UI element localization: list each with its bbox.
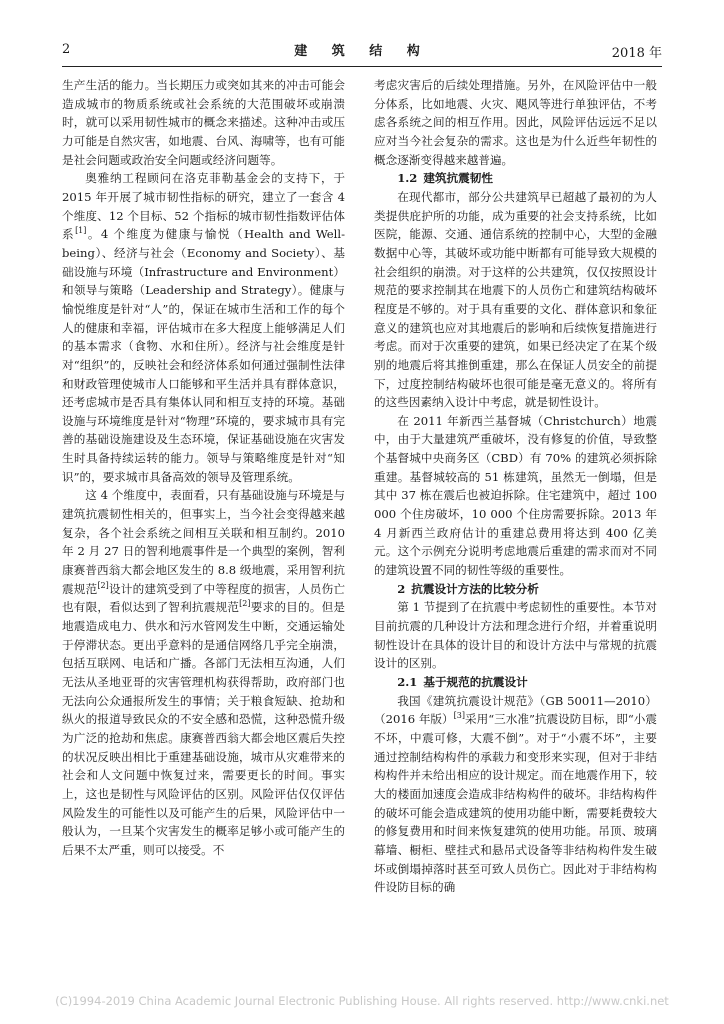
journal-title: 建 筑 结 构 [294,44,430,59]
paragraph [62,169,345,486]
section-title: 基于规范的抗震设计 [423,675,528,689]
right-column [374,76,657,897]
paragraph: 在现代都市，部分公共建筑早已超越了最初的为人类提供庇护所的功能，成为重要的社会支持系统，比如医院，能源、交通、通信系统的控制中心，大型的金融数据中心等，其破坏或功能中断都有可能导致大规模的社会组织的崩溃。对于这样的公共建筑，仅仅按照设计规范的要求控制其在地震下的人员伤亡和建筑结构破坏程度是不够的。对于具有重要的文化、群体意识和象征意义的建筑也应对其地震后的影响和后续恢复措施进行考虑。而对于次重要的建筑，如果已经决定了在某个级别的地震后将其推倒重建，那么在保证人员安全的前提下，过度控制结构破坏也很可能是毫无意义的。将所有的这些因素纳入设计中考虑，就是韧性设计。 [374,189,657,410]
section-heading [374,580,657,599]
section-number: 2.1 [397,675,418,689]
paragraph: 考虑灾害后的后续处理措施。另外，在风险评估中一般分体系，比如地震、火灾、飓风等进行单独评估，不考虑各系统之间的相互作用。因此，风险评估远远不足以应对当今社会复杂的需求。这也是为什么近些年韧性的概念逐渐变得越来越普遍。 [374,78,657,167]
paragraph-text: 这 4 个维度中，表面看，只有基础设施与环境是与建筑抗震韧性相关的，但事实上，当今社会变得越来越复杂，各个社会系统之间相互关联和相互制约。2010 年 2 月 27 日的智利地震事件是一个典型的案例，智利康赛普西翁大都会地区发生的 8.8 级地震，采用智利抗震规范 [62,488,345,596]
citation[interactable]: [1] [75,226,87,236]
paragraph-text: 设计的建筑受到了中等程度的损害，人员伤亡也有限，看似达到了智利抗震规范 [62,581,345,615]
copyright-footer: (C)1994-2019 China Academic Journal Electronic Publishing House. All rights reserved. http://www.cnki.net [55,994,669,1008]
section-number: 2 [397,581,406,596]
page-header [62,38,662,62]
paragraph: 第 1 节提到了在抗震中考虑韧性的重要性。本节对目前抗震的几种设计方法和理念进行介绍，并着重说明韧性设计在具体的设计目的和设计方法中与常规的抗震设计的区别。 [374,600,657,671]
paragraph-text: 我国《建筑抗震设计规范》（GB 50011—2010）（2016 年版） [374,693,657,727]
paragraph [62,486,345,859]
citation[interactable]: [2] [239,599,251,609]
paragraph-text: 要求的目的。但是地震造成电力、供水和污水管网发生中断，交通运输处于停滞状态。更出乎意料的是通信网络几乎完全崩溃，包括互联网、电话和广播。各部门无法相互沟通，人们无法从圣地亚哥的灾害管理机构获得帮助，政府部门也无法向公众通报所发生的事情；关于粮食短缺、抢劫和纵火的报道导致民众的不安全感和恐慌，这种恐慌升级为广泛的抢劫和焦虑。康赛普西翁大都会地区震后失控的状况反映出相比于重建基础设施，城市从灾难带来的社会和人文问题中恢复过来，需要更长的时间。事实上，这也是韧性与风险评估的区别。风险评估仅仅评估风险发生的可能性以及可能产生的后果，风险评估中一般认为，一旦某个灾害发生的概率足够小或可能产生的后果不太严重，则可以接受。不 [62,600,345,857]
paragraph-text: 采用“三水准”抗震设防目标，即“小震不坏，中震可修，大震不倒”。对于“小震不坏”，主要通过控制结构构件的承载力和变形来实现，但对于非结构构件并未给出相应的设计规定。而在地震作用下，较大的楼面加速度会造成非结构构件的破坏。非结构构件的破坏可能会造成建筑的使用功能中断，需要耗费较大的修复费用和时间来恢复建筑的使用功能。吊顶、玻璃幕墙、橱柜、壁挂式和悬吊式设备等非结构构件发生破坏或倒塌掉落时甚至可致人员伤亡。因此对于非结构构件设防目标的确 [374,712,657,895]
page-number: 2 [62,42,71,57]
paragraph-text: 奥雅纳工程顾问在洛克菲勒基金会的支持下，于 2015 年开展了城市韧性指标的研究，建立了一套含 4 个维度、12 个目标、52 个指标的城市韧性指数评估体系 [62,171,345,242]
section-title: 建筑抗震韧性 [423,171,493,186]
paragraph [374,692,657,897]
citation[interactable]: [2] [97,580,109,590]
section-heading [374,673,657,692]
year-issue: 2018 年 [611,46,662,61]
paragraph: 生产生活的能力。当长期压力或突如其来的冲击可能会造成城市的物质系统或社会系统的大范围破坏或崩溃时，就可以采用韧性城市的概念来描述。这种冲击或压力可能是自然灾害，如地震、台风、海啸等，也有可能是社会问题或政治安全问题或经济问题等。 [62,78,345,167]
section-title: 抗震设计方法的比较分析 [411,581,539,596]
paragraph: 在 2011 年新西兰基督城（Christchurch）地震中，由于大量建筑严重破坏，没有修复的价值，导致整个基督城中央商务区（CBD）有 70% 的建筑必须拆除重建。基督城较高的 51 栋建筑，虽然无一倒塌，但是其中 37 栋在震后也被迫拆除。住宅建筑中，超过 100 000 个住房破坏，10 000 个住房需要拆除。2013 年 4 月新西兰政府估计的重建总费用将达到 400 亿美元。这个示例充分说明考虑地震后重建的需求而对不同的建筑设置不同的韧性等级的重要性。 [374,413,657,578]
citation[interactable]: [3] [453,711,465,721]
section-heading [374,169,657,188]
header-rule [62,66,662,67]
left-column [62,76,345,860]
section-number: 1.2 [397,171,418,186]
paragraph-text: 。4 个维度为健康与愉悦（Health and Well-being）、经济与社会（Economy and Society）、基础设施与环境（Infrastructure and Environment）和领导与策略（Leadership and Strategy）。健康与愉悦维度是针对“人”的，保证在城市生活和工作的每个人的健康和幸福，评估城市在多大程度上能够满足人们的基本需求（食物、水和住所）。经济与社会维度是针对“组织”的，反映社会和经济体系如何通过强制性法律和财政管理使城市人口能够和平生活并具有群体意识，还考虑城市是否具有集体认同和相互支持的环境。基础设施与环境维度是针对“物理”环境的，要求城市具有完善的基础设施建设及生态环境，保证基础设施在灾害发生时具备持续运转的能力。领导与策略维度是针对“知识”的，要求城市具备高效的领导及管理系统。 [62,227,345,484]
